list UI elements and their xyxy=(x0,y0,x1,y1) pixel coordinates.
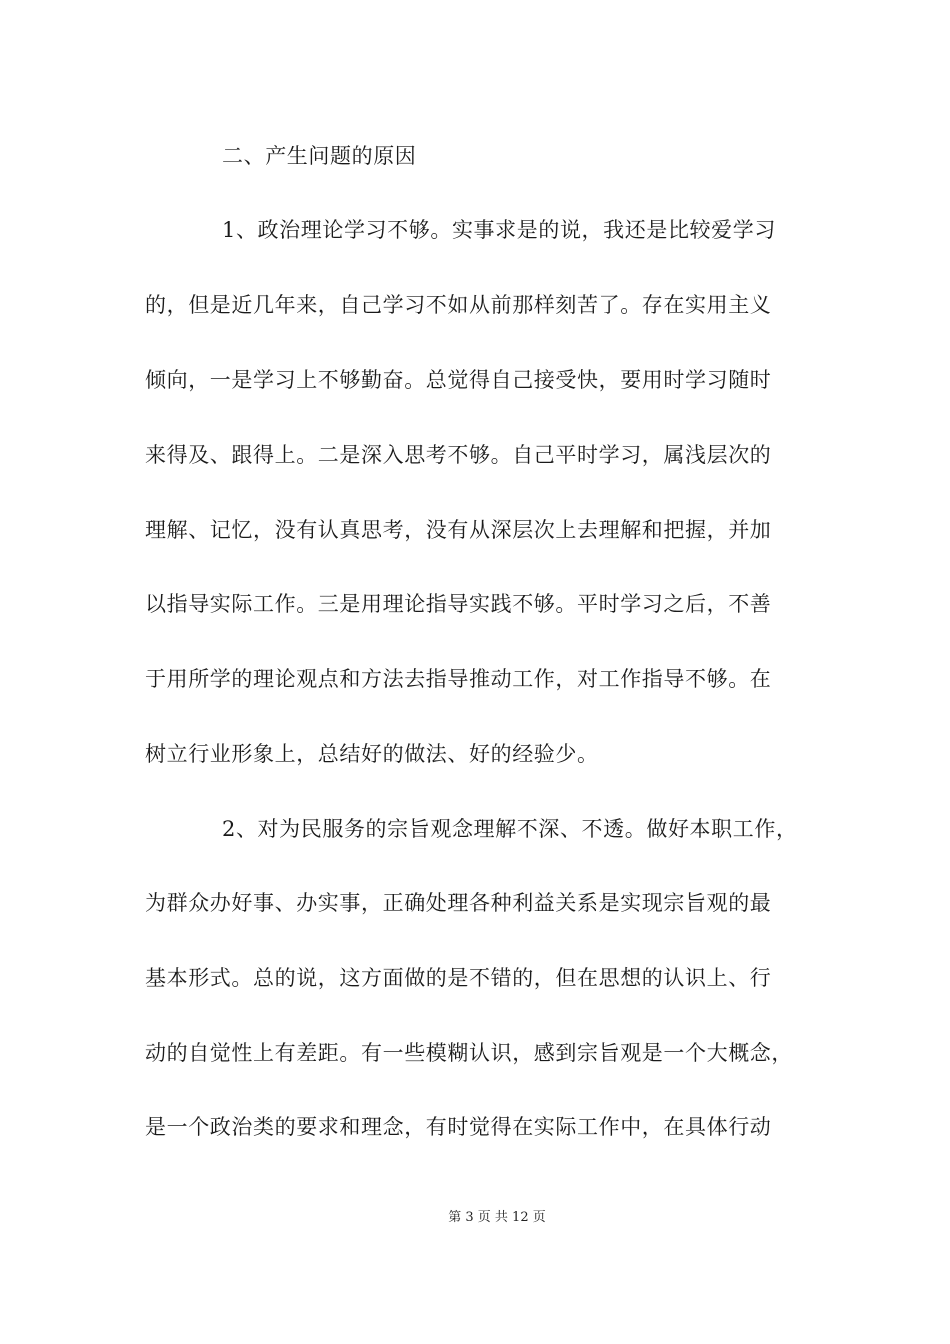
paragraph-2-line-1: 2、对为民服务的宗旨观念理解不深、不透。做好本职工作， xyxy=(222,817,798,841)
paragraph-1-line-2: 的，但是近几年来，自己学习不如从前那样刻苦了。存在实用主义 xyxy=(145,293,772,317)
paragraph-1-line-1: 1、政治理论学习不够。实事求是的说，我还是比较爱学习 xyxy=(222,218,776,242)
section-heading: 二、产生问题的原因 xyxy=(222,144,417,168)
paragraph-2-line-3: 基本形式。总的说，这方面做的是不错的，但在思想的认识上、行 xyxy=(145,966,772,990)
paragraph-1-line-7: 于用所学的理论观点和方法去指导推动工作，对工作指导不够。在 xyxy=(145,667,772,691)
paragraph-1-line-6: 以指导实际工作。三是用理论指导实践不够。平时学习之后，不善 xyxy=(145,592,772,616)
paragraph-1-line-8: 树立行业形象上，总结好的做法、好的经验少。 xyxy=(145,742,599,766)
paragraph-2-line-4: 动的自觉性上有差距。有一些模糊认识，感到宗旨观是一个大概念， xyxy=(145,1041,793,1065)
page-number-footer: 第 3 页 共 12 页 xyxy=(448,1210,546,1225)
paragraph-1-line-4: 来得及、跟得上。二是深入思考不够。自己平时学习，属浅层次的 xyxy=(145,443,772,467)
paragraph-1-line-3: 倾向，一是学习上不够勤奋。总觉得自己接受快，要用时学习随时 xyxy=(145,368,772,392)
paragraph-2-line-2: 为群众办好事、办实事，正确处理各种利益关系是实现宗旨观的最 xyxy=(145,891,772,915)
paragraph-2-line-5: 是一个政治类的要求和理念，有时觉得在实际工作中，在具体行动 xyxy=(145,1115,772,1139)
paragraph-1-line-5: 理解、记忆，没有认真思考，没有从深层次上去理解和把握，并加 xyxy=(145,518,772,542)
